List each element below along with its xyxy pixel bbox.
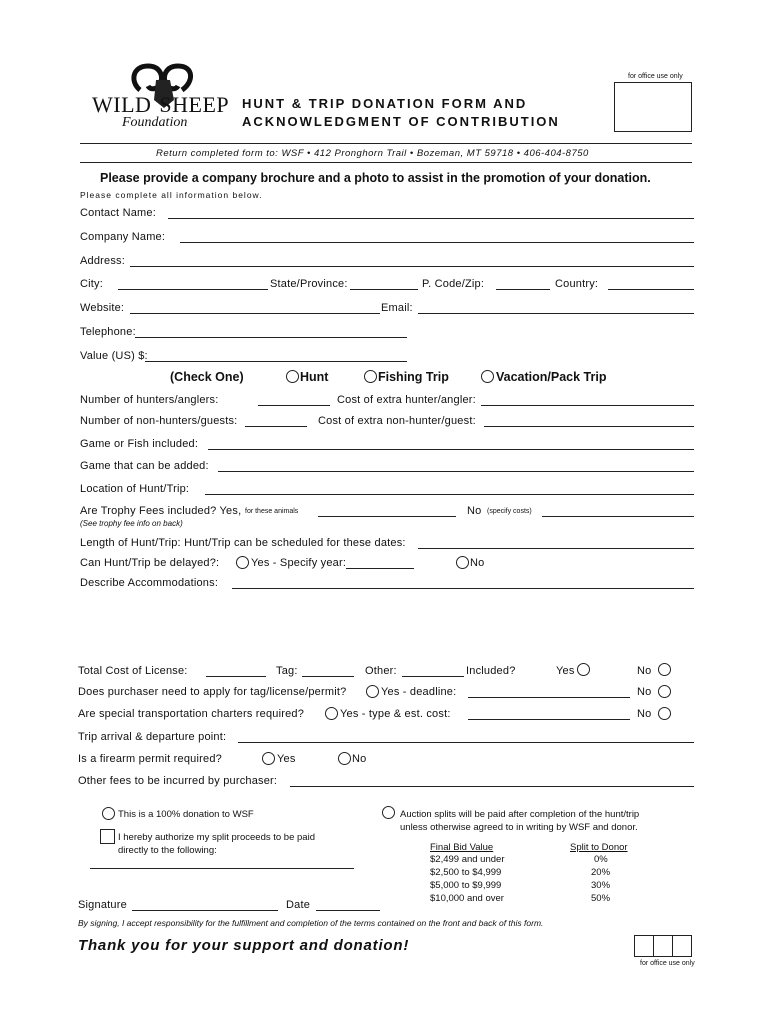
title-line1: HUNT & TRIP DONATION FORM AND <box>242 96 528 111</box>
contact-label: Contact Name: <box>80 207 156 219</box>
cost-extra-hunter-input[interactable] <box>481 405 694 406</box>
date-label: Date <box>286 899 311 911</box>
split-row-bid: $10,000 and over <box>430 893 504 904</box>
city-label: City: <box>80 278 103 290</box>
split-row-bid: $2,500 to $4,999 <box>430 867 502 878</box>
game-added-label: Game that can be added: <box>80 460 209 472</box>
vacation-label: Vacation/Pack Trip <box>496 370 607 384</box>
zip-input[interactable] <box>496 289 550 290</box>
address-input[interactable] <box>130 266 694 267</box>
cost-extra-non-hunter-label: Cost of extra non-hunter/guest: <box>318 415 476 427</box>
location-label: Location of Hunt/Trip: <box>80 483 190 495</box>
state-label: State/Province: <box>270 278 348 290</box>
delayed-year-input[interactable] <box>346 568 414 569</box>
split-row-donor: 50% <box>591 893 611 904</box>
fishing-radio[interactable] <box>364 370 377 383</box>
delayed-no-label: No <box>470 557 485 569</box>
included-no-label: No <box>637 665 652 677</box>
trophy-costs-input[interactable] <box>542 516 694 517</box>
form-title <box>242 95 560 131</box>
game-added-input[interactable] <box>218 471 694 472</box>
address-label: Address: <box>80 255 126 267</box>
authorize-payee-input[interactable] <box>90 868 354 869</box>
logo <box>92 60 232 130</box>
trophy-label: Are Trophy Fees included? Yes, <box>80 505 242 517</box>
signature-input[interactable] <box>132 910 278 911</box>
firearm-no-radio[interactable] <box>338 752 351 765</box>
accommodations-input[interactable] <box>232 588 694 589</box>
included-yes-label: Yes <box>556 665 575 677</box>
location-input[interactable] <box>205 494 694 495</box>
hunt-radio[interactable] <box>286 370 299 383</box>
logo-sheep: SHEEP <box>159 92 230 117</box>
apply-label: Does purchaser need to apply for tag/license/permit? <box>78 686 347 698</box>
email-label: Email: <box>381 302 413 314</box>
full-donation-label: This is a 100% donation to WSF <box>118 809 254 820</box>
delayed-no-radio[interactable] <box>456 556 469 569</box>
other-label: Other: <box>365 665 397 677</box>
apply-yes-radio[interactable] <box>366 685 379 698</box>
contact-input[interactable] <box>168 218 694 219</box>
included-no-radio[interactable] <box>658 663 671 676</box>
firearm-no-label: No <box>352 753 367 765</box>
split-row-donor: 20% <box>591 867 611 878</box>
check-one-label: (Check One) <box>170 370 244 384</box>
rule-bottom <box>80 162 692 163</box>
office-use-label-bottom: for office use only <box>640 960 695 967</box>
fishing-label: Fishing Trip <box>378 370 449 384</box>
apply-no-label: No <box>637 686 652 698</box>
cost-extra-hunter-label: Cost of extra hunter/angler: <box>337 394 476 406</box>
telephone-label: Telephone: <box>80 326 136 338</box>
charters-cost-input[interactable] <box>468 719 630 720</box>
auction-label-1: Auction splits will be paid after completion of the hunt/trip <box>400 809 640 820</box>
firearm-yes-label: Yes <box>277 753 296 765</box>
split-row-donor: 0% <box>594 854 608 865</box>
zip-label: P. Code/Zip: <box>422 278 485 290</box>
return-address: Return completed form to: WSF • 412 Pronghorn Trail • Bozeman, MT 59718 • 406-404-8750 <box>156 148 589 159</box>
other-fees-label: Other fees to be incurred by purchaser: <box>78 775 278 787</box>
hunt-label: Hunt <box>300 370 329 384</box>
delayed-yes-radio[interactable] <box>236 556 249 569</box>
num-non-hunters-label: Number of non-hunters/guests: <box>80 415 238 427</box>
office-use-box-bottom <box>634 935 692 957</box>
total-cost-input[interactable] <box>206 676 266 677</box>
disclaimer: By signing, I accept responsibility for the fulfillment and completion of the terms contained on the front and back of this form. <box>78 918 544 928</box>
num-hunters-input[interactable] <box>258 405 330 406</box>
logo-wild: WILD <box>92 92 152 117</box>
split-row-bid: $2,499 and under <box>430 854 505 865</box>
title-line2: ACKNOWLEDGMENT OF CONTRIBUTION <box>242 114 560 129</box>
length-input[interactable] <box>418 548 694 549</box>
delayed-yes-label: Yes - Specify year: <box>251 557 347 569</box>
split-head-bid: Final Bid Value <box>430 842 494 853</box>
telephone-input[interactable] <box>135 337 407 338</box>
tag-input[interactable] <box>302 676 354 677</box>
charters-no-label: No <box>637 708 652 720</box>
brochure-note: Please provide a company brochure and a photo to assist in the promotion of your donation. <box>100 171 651 185</box>
num-hunters-label: Number of hunters/anglers: <box>80 394 219 406</box>
charters-yes-label: Yes - type & est. cost: <box>340 708 451 720</box>
logo-foundation: Foundation <box>122 115 188 130</box>
arrival-input[interactable] <box>238 742 694 743</box>
trophy-note: (See trophy fee info on back) <box>80 519 183 528</box>
full-donation-radio[interactable] <box>102 807 115 820</box>
cost-extra-non-hunter-input[interactable] <box>484 426 694 427</box>
charters-yes-radio[interactable] <box>325 707 338 720</box>
signature-label: Signature <box>78 899 127 911</box>
value-label: Value (US) $: <box>80 350 148 362</box>
complete-all-note: Please complete all information below. <box>80 190 263 200</box>
split-row-donor: 30% <box>591 880 611 891</box>
trophy-costs-label: (specify costs) <box>487 508 532 515</box>
website-input[interactable] <box>130 313 380 314</box>
rule-top <box>80 143 692 144</box>
office-use-label-top: for office use only <box>628 73 683 80</box>
authorize-label-1: I hereby authorize my split proceeds to be paid <box>118 832 315 843</box>
split-head-donor: Split to Donor <box>570 842 628 853</box>
apply-no-radio[interactable] <box>658 685 671 698</box>
vacation-radio[interactable] <box>481 370 494 383</box>
country-label: Country: <box>555 278 599 290</box>
arrival-label: Trip arrival & departure point: <box>78 731 227 743</box>
game-fish-label: Game or Fish included: <box>80 438 199 450</box>
game-fish-input[interactable] <box>208 449 694 450</box>
firearm-label: Is a firearm permit required? <box>78 753 222 765</box>
accommodations-label: Describe Accommodations: <box>80 577 219 589</box>
length-label: Length of Hunt/Trip: Hunt/Trip can be scheduled for these dates: <box>80 537 406 549</box>
included-yes-radio[interactable] <box>577 663 590 676</box>
date-input[interactable] <box>316 910 380 911</box>
thank-you: Thank you for your support and donation! <box>78 937 410 954</box>
delayed-label: Can Hunt/Trip be delayed?: <box>80 557 220 569</box>
office-use-box-top <box>614 82 692 132</box>
split-row-bid: $5,000 to $9,999 <box>430 880 502 891</box>
apply-deadline-input[interactable] <box>468 697 630 698</box>
auction-radio[interactable] <box>382 806 395 819</box>
auction-label-2: unless otherwise agreed to in writing by WSF and donor. <box>400 822 638 833</box>
trophy-no-label: No <box>467 505 482 517</box>
charters-label: Are special transportation charters required? <box>78 708 305 720</box>
other-fees-input[interactable] <box>290 786 694 787</box>
country-input[interactable] <box>608 289 694 290</box>
firearm-yes-radio[interactable] <box>262 752 275 765</box>
tag-label: Tag: <box>276 665 298 677</box>
email-input[interactable] <box>418 313 694 314</box>
total-cost-label: Total Cost of License: <box>78 665 188 677</box>
trophy-animals-input[interactable] <box>318 516 456 517</box>
num-non-hunters-input[interactable] <box>245 426 307 427</box>
apply-yes-label: Yes - deadline: <box>381 686 457 698</box>
included-label: Included? <box>466 665 516 677</box>
value-input[interactable] <box>145 361 407 362</box>
trophy-animals-label: for these animals <box>245 508 299 515</box>
company-input[interactable] <box>180 242 694 243</box>
authorize-label-2: directly to the following: <box>118 845 217 856</box>
authorize-checkbox[interactable] <box>100 829 115 844</box>
state-input[interactable] <box>350 289 418 290</box>
website-label: Website: <box>80 302 125 314</box>
other-input[interactable] <box>402 676 464 677</box>
charters-no-radio[interactable] <box>658 707 671 720</box>
company-label: Company Name: <box>80 231 166 243</box>
city-input[interactable] <box>118 289 268 290</box>
